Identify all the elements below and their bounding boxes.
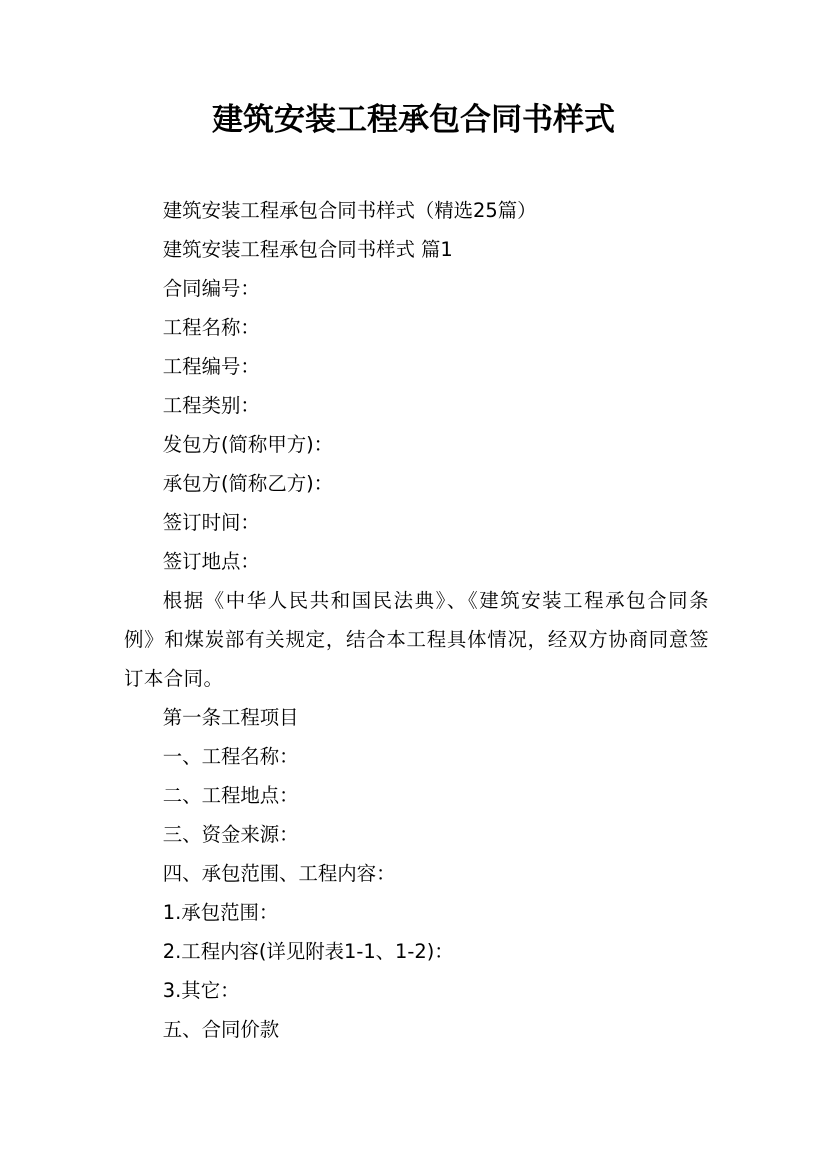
document-body [124, 191, 709, 1049]
party-b-field: 承包方(简称乙方)： [162, 472, 334, 495]
item-scope-content: 四、承包范围、工程内容： [162, 862, 396, 885]
document-title: 建筑安装工程承包合同书样式 [212, 102, 615, 138]
subtitle-line: 建筑安装工程承包合同书样式（精选25篇） [162, 199, 537, 222]
party-a-field: 发包方(简称甲方)： [162, 433, 334, 456]
subitem-scope: 1.承包范围： [162, 901, 279, 924]
item-project-location: 二、工程地点： [162, 784, 299, 807]
project-number-field: 工程编号： [162, 355, 260, 378]
preamble-paragraph: 根据《中华人民共和国民法典》、《建筑安装工程承包合同条例》和煤炭部有关规定，结合本工程具体情况，经双方协商同意签订本合同。 [124, 589, 709, 690]
item-contract-price: 五、合同价款 [162, 1018, 280, 1041]
item-project-name: 一、工程名称： [162, 745, 299, 768]
subitem-other: 3.其它： [162, 979, 240, 1002]
project-category-field: 工程类别： [162, 394, 260, 417]
item-funding-source: 三、资金来源： [162, 823, 299, 846]
signing-place-field: 签订地点： [162, 550, 260, 573]
contract-number-field: 合同编号： [162, 277, 260, 300]
section-heading: 建筑安装工程承包合同书样式 篇1 [162, 238, 453, 261]
subitem-content: 2.工程内容(详见附表1-1、1-2)： [162, 940, 454, 963]
signing-time-field: 签订时间： [162, 511, 260, 534]
article-one-heading: 第一条工程项目 [162, 706, 299, 729]
project-name-field: 工程名称： [162, 316, 260, 339]
